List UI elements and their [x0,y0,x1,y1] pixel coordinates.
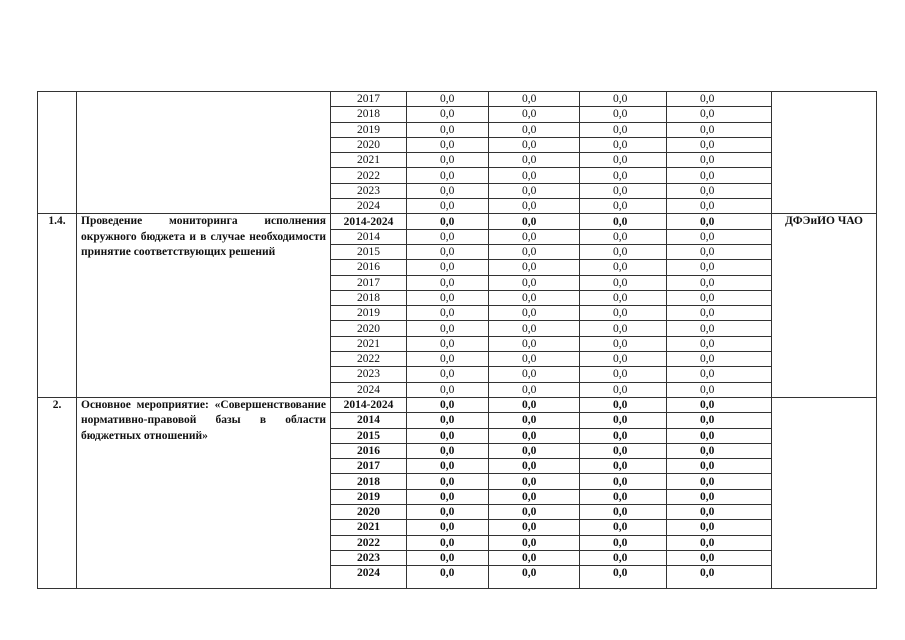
year-cell: 2021 [331,336,407,351]
value-cell: 0,0 [667,352,772,367]
value-cell: 0,0 [580,397,667,412]
year-cell: 2018 [331,107,407,122]
value-cell: 0,0 [667,275,772,290]
year-cell: 2018 [331,290,407,305]
value-cell: 0,0 [667,92,772,107]
value-cell: 0,0 [667,336,772,351]
value-cell: 0,0 [407,199,489,214]
value-cell: 0,0 [489,321,580,336]
value-cell: 0,0 [580,566,667,589]
value-cell: 0,0 [489,550,580,565]
item-description: Проведение мониторинга исполнения окружного бюджета и в случае необходимости принятие соответствующих решений [77,214,331,398]
value-cell: 0,0 [407,505,489,520]
year-cell: 2022 [331,535,407,550]
value-cell: 0,0 [580,290,667,305]
value-cell: 0,0 [407,428,489,443]
value-cell: 0,0 [667,489,772,504]
value-cell: 0,0 [489,290,580,305]
value-cell: 0,0 [580,229,667,244]
value-cell: 0,0 [407,244,489,259]
year-cell: 2024 [331,199,407,214]
value-cell: 0,0 [667,550,772,565]
value-cell: 0,0 [407,168,489,183]
value-cell: 0,0 [489,107,580,122]
value-cell: 0,0 [489,535,580,550]
value-cell: 0,0 [489,428,580,443]
value-cell: 0,0 [580,306,667,321]
year-cell: 2019 [331,489,407,504]
value-cell: 0,0 [407,153,489,168]
value-cell: 0,0 [667,413,772,428]
value-cell: 0,0 [580,321,667,336]
value-cell: 0,0 [580,199,667,214]
value-cell: 0,0 [489,566,580,589]
year-cell: 2022 [331,168,407,183]
table-row [38,397,877,412]
value-cell: 0,0 [489,122,580,137]
value-cell: 0,0 [489,336,580,351]
value-cell: 0,0 [667,183,772,198]
year-cell: 2018 [331,474,407,489]
value-cell: 0,0 [489,137,580,152]
year-cell: 2016 [331,443,407,458]
value-cell: 0,0 [407,336,489,351]
value-cell: 0,0 [580,535,667,550]
value-cell: 0,0 [580,92,667,107]
year-cell: 2023 [331,550,407,565]
value-cell: 0,0 [667,535,772,550]
value-cell: 0,0 [489,474,580,489]
value-cell: 0,0 [407,290,489,305]
year-cell: 2015 [331,244,407,259]
year-cell: 2023 [331,367,407,382]
year-cell: 2014-2024 [331,214,407,229]
year-cell: 2021 [331,520,407,535]
value-cell: 0,0 [407,520,489,535]
value-cell: 0,0 [407,352,489,367]
value-cell: 0,0 [489,183,580,198]
item-number: 2. [38,397,77,588]
value-cell: 0,0 [407,367,489,382]
value-cell: 0,0 [667,474,772,489]
value-cell: 0,0 [667,107,772,122]
value-cell: 0,0 [407,321,489,336]
table-row [38,214,877,229]
value-cell: 0,0 [667,459,772,474]
value-cell: 0,0 [407,183,489,198]
value-cell: 0,0 [489,382,580,397]
value-cell: 0,0 [667,290,772,305]
value-cell: 0,0 [580,275,667,290]
value-cell: 0,0 [580,107,667,122]
value-cell: 0,0 [580,489,667,504]
value-cell: 0,0 [489,260,580,275]
value-cell: 0,0 [489,459,580,474]
year-cell: 2020 [331,321,407,336]
value-cell: 0,0 [407,459,489,474]
value-cell: 0,0 [580,413,667,428]
value-cell: 0,0 [667,137,772,152]
value-cell: 0,0 [667,229,772,244]
value-cell: 0,0 [667,244,772,259]
year-cell: 2019 [331,122,407,137]
value-cell: 0,0 [407,397,489,412]
value-cell: 0,0 [407,229,489,244]
value-cell: 0,0 [580,137,667,152]
year-cell: 2019 [331,306,407,321]
value-cell: 0,0 [489,214,580,229]
year-cell: 2014 [331,229,407,244]
value-cell: 0,0 [667,382,772,397]
value-cell: 0,0 [489,306,580,321]
value-cell: 0,0 [489,199,580,214]
value-cell: 0,0 [580,367,667,382]
value-cell: 0,0 [580,122,667,137]
value-cell: 0,0 [489,92,580,107]
value-cell: 0,0 [667,520,772,535]
value-cell: 0,0 [580,352,667,367]
value-cell: 0,0 [580,153,667,168]
year-cell: 2017 [331,459,407,474]
value-cell: 0,0 [407,92,489,107]
value-cell: 0,0 [580,168,667,183]
value-cell: 0,0 [407,137,489,152]
value-cell: 0,0 [489,443,580,458]
value-cell: 0,0 [667,153,772,168]
value-cell: 0,0 [407,107,489,122]
value-cell: 0,0 [407,122,489,137]
value-cell: 0,0 [667,397,772,412]
value-cell: 0,0 [407,413,489,428]
value-cell: 0,0 [580,260,667,275]
value-cell: 0,0 [407,535,489,550]
year-cell: 2024 [331,382,407,397]
value-cell: 0,0 [580,474,667,489]
value-cell: 0,0 [407,489,489,504]
value-cell: 0,0 [489,367,580,382]
value-cell: 0,0 [489,489,580,504]
value-cell: 0,0 [667,122,772,137]
table-body [38,92,877,589]
value-cell: 0,0 [667,260,772,275]
year-cell: 2020 [331,137,407,152]
year-cell: 2015 [331,428,407,443]
value-cell: 0,0 [489,520,580,535]
year-cell: 2020 [331,505,407,520]
year-cell: 2014 [331,413,407,428]
value-cell: 0,0 [407,474,489,489]
value-cell: 0,0 [489,244,580,259]
responsible-executor: ДФЭиИО ЧАО [772,214,877,398]
year-cell: 2024 [331,566,407,589]
value-cell: 0,0 [580,428,667,443]
value-cell: 0,0 [667,168,772,183]
value-cell: 0,0 [489,229,580,244]
responsible-executor [772,397,877,588]
value-cell: 0,0 [407,214,489,229]
value-cell: 0,0 [489,397,580,412]
value-cell: 0,0 [667,367,772,382]
year-cell: 2021 [331,153,407,168]
value-cell: 0,0 [489,153,580,168]
value-cell: 0,0 [407,566,489,589]
year-cell: 2023 [331,183,407,198]
value-cell: 0,0 [667,505,772,520]
value-cell: 0,0 [489,275,580,290]
value-cell: 0,0 [580,520,667,535]
budget-activities-table [37,91,877,589]
value-cell: 0,0 [580,336,667,351]
value-cell: 0,0 [667,214,772,229]
value-cell: 0,0 [489,413,580,428]
value-cell: 0,0 [580,183,667,198]
value-cell: 0,0 [407,443,489,458]
item-number [38,92,77,214]
year-cell: 2017 [331,275,407,290]
value-cell: 0,0 [407,275,489,290]
value-cell: 0,0 [667,199,772,214]
value-cell: 0,0 [489,168,580,183]
value-cell: 0,0 [489,505,580,520]
value-cell: 0,0 [489,352,580,367]
value-cell: 0,0 [667,566,772,589]
value-cell: 0,0 [580,459,667,474]
year-cell: 2022 [331,352,407,367]
value-cell: 0,0 [667,428,772,443]
item-description [77,92,331,214]
item-description: Основное мероприятие: «Совершенствование нормативно-правовой базы в области бюджетных отношений» [77,397,331,588]
value-cell: 0,0 [667,443,772,458]
value-cell: 0,0 [407,550,489,565]
responsible-executor [772,92,877,214]
value-cell: 0,0 [580,505,667,520]
item-number: 1.4. [38,214,77,398]
year-cell: 2014-2024 [331,397,407,412]
value-cell: 0,0 [580,550,667,565]
value-cell: 0,0 [407,260,489,275]
value-cell: 0,0 [407,382,489,397]
value-cell: 0,0 [667,321,772,336]
table-row [38,92,877,107]
year-cell: 2016 [331,260,407,275]
value-cell: 0,0 [580,214,667,229]
value-cell: 0,0 [580,244,667,259]
value-cell: 0,0 [667,306,772,321]
value-cell: 0,0 [407,306,489,321]
value-cell: 0,0 [580,382,667,397]
value-cell: 0,0 [580,443,667,458]
year-cell: 2017 [331,92,407,107]
